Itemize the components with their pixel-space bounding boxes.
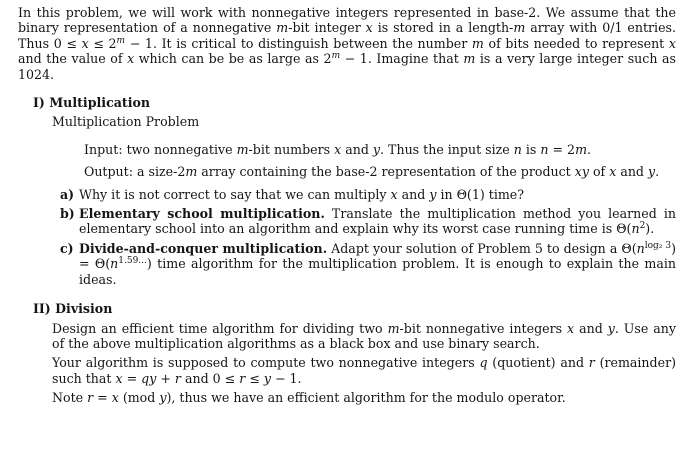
question-b: [60, 206, 676, 237]
text: ).: [645, 221, 655, 237]
text: ) time algorithm for the multiplication problem. It is enough to explain the main ideas.: [79, 256, 677, 287]
question-text: [79, 206, 676, 237]
math-var: m: [236, 141, 249, 157]
section-title-multiplication: I) Multiplication: [33, 95, 151, 111]
text: (remainder) such that: [52, 355, 676, 386]
math-var: qy: [141, 370, 157, 386]
math-var: n: [636, 240, 645, 256]
problem-output: [84, 164, 676, 179]
math-var: m: [387, 320, 400, 336]
text: in Θ(1) time?: [436, 186, 525, 202]
text: is a very large integer such as 1024.: [18, 51, 676, 82]
division-body: [52, 321, 676, 406]
math-var: x: [111, 390, 119, 406]
math-exponent: 1.59...: [118, 256, 147, 267]
text: is stored in a length-: [372, 20, 514, 36]
text: Adapt your solution of Problem 5 to design a Θ(: [327, 240, 637, 256]
text: Output: a size-2: [84, 164, 186, 180]
math-var: x: [567, 320, 575, 336]
math-var: x: [81, 35, 89, 51]
math-var: m: [276, 20, 289, 36]
math-exponent: m: [116, 35, 126, 46]
text: -bit integer: [288, 20, 366, 36]
math-var: x: [334, 141, 342, 157]
math-var: y: [372, 141, 381, 157]
text: Input: two nonnegative: [84, 141, 237, 157]
question-text: [79, 241, 676, 287]
math-var: x: [115, 370, 123, 386]
division-paragraph-3: [52, 390, 676, 405]
math-var: x: [365, 20, 373, 36]
text: =: [122, 370, 142, 386]
question-text: [79, 187, 676, 202]
math-var: n: [631, 221, 640, 237]
math-var: r: [87, 390, 94, 406]
text: and 0 ≤: [180, 370, 240, 386]
text: Your algorithm is supposed to compute two nonnegative integers: [52, 355, 480, 371]
text: ≤: [245, 370, 264, 386]
text: array containing the base-2 representation of the product: [197, 164, 575, 180]
text: (quotient) and: [487, 355, 589, 371]
math-var: x: [390, 186, 398, 202]
math-var: xy: [574, 164, 589, 180]
math-var: r: [588, 355, 595, 371]
text: and: [574, 320, 608, 336]
text: =: [93, 390, 112, 406]
question-c: [60, 241, 676, 287]
math-var: n: [110, 256, 119, 272]
text: Translate the multiplication method you learned in elementary school into an algorithm and explain why its worst case running time is Θ(: [79, 206, 677, 237]
text: of: [588, 164, 610, 180]
text: and: [616, 164, 648, 180]
text: +: [156, 370, 175, 386]
text: . Use any of the above multiplication algorithms as a black box and use binary search.: [52, 320, 676, 351]
text: is: [521, 141, 541, 157]
math-var: m: [575, 141, 588, 157]
math-var: n: [540, 141, 549, 157]
question-label: a): [60, 186, 75, 202]
question-heading: Divide-and-conquer multiplication.: [79, 240, 328, 256]
text: − 1. Imagine that: [340, 51, 464, 67]
question-heading: Elementary school multiplication.: [79, 206, 325, 222]
question-a: [60, 187, 676, 202]
text: array with 0/1 entries. Thus 0 ≤: [18, 20, 677, 51]
text: and: [341, 141, 373, 157]
text: Design an efficient time algorithm for dividing two: [52, 320, 388, 336]
division-paragraph-2: [52, 355, 676, 386]
math-var: y: [429, 186, 437, 202]
math-var: q: [479, 355, 488, 371]
problem-input: [84, 142, 676, 157]
intro-paragraph: [18, 5, 676, 82]
math-var: x: [127, 51, 135, 67]
math-var: m: [471, 35, 484, 51]
math-var: y: [263, 370, 271, 386]
text: Why it is not correct to say that we can multiply: [79, 186, 391, 202]
text: and the value of: [18, 51, 128, 67]
question-label: b): [60, 206, 75, 222]
math-var: y: [159, 390, 167, 406]
text: ) = Θ(: [79, 240, 676, 272]
text: ), thus we have an efficient algorithm for the modulo operator.: [166, 390, 566, 406]
division-paragraph-1: [52, 321, 676, 352]
question-list: [60, 187, 676, 287]
math-var: r: [239, 370, 246, 386]
problem-definition: [84, 142, 676, 180]
math-var: n: [513, 141, 522, 157]
text: . Thus the input size: [380, 141, 514, 157]
math-var: y: [607, 320, 615, 336]
text: -bit nonnegative integers: [399, 320, 568, 336]
text: .: [655, 164, 660, 180]
math-var: x: [668, 35, 676, 51]
text: = 2: [548, 141, 576, 157]
math-var: x: [609, 164, 617, 180]
text: which can be be as large as 2: [134, 51, 332, 67]
text: -bit numbers: [248, 141, 335, 157]
math-var: y: [648, 164, 656, 180]
text: .: [587, 141, 592, 157]
text: In this problem, we will work with nonnegative integers represented in base-2. We assume that the binary representation of a nonnegative: [18, 5, 676, 36]
text: Note: [52, 390, 88, 406]
math-exponent: m: [331, 51, 341, 62]
text: ≤ 2: [88, 35, 117, 51]
text: − 1. It is critical to distinguish between the number: [125, 35, 472, 51]
math-var: m: [185, 164, 198, 180]
text: of bits needed to represent: [483, 35, 669, 51]
problem-title: Multiplication Problem: [52, 114, 200, 130]
math-exponent: 2: [639, 221, 646, 232]
math-var: r: [174, 370, 181, 386]
math-exponent: log₂ 3: [644, 240, 672, 251]
text: − 1.: [270, 370, 302, 386]
question-label: c): [60, 240, 74, 256]
text: and: [397, 186, 430, 202]
math-var: m: [513, 20, 526, 36]
section-title-division: II) Division: [33, 301, 113, 317]
math-var: m: [463, 51, 476, 67]
text: (mod: [118, 390, 160, 406]
